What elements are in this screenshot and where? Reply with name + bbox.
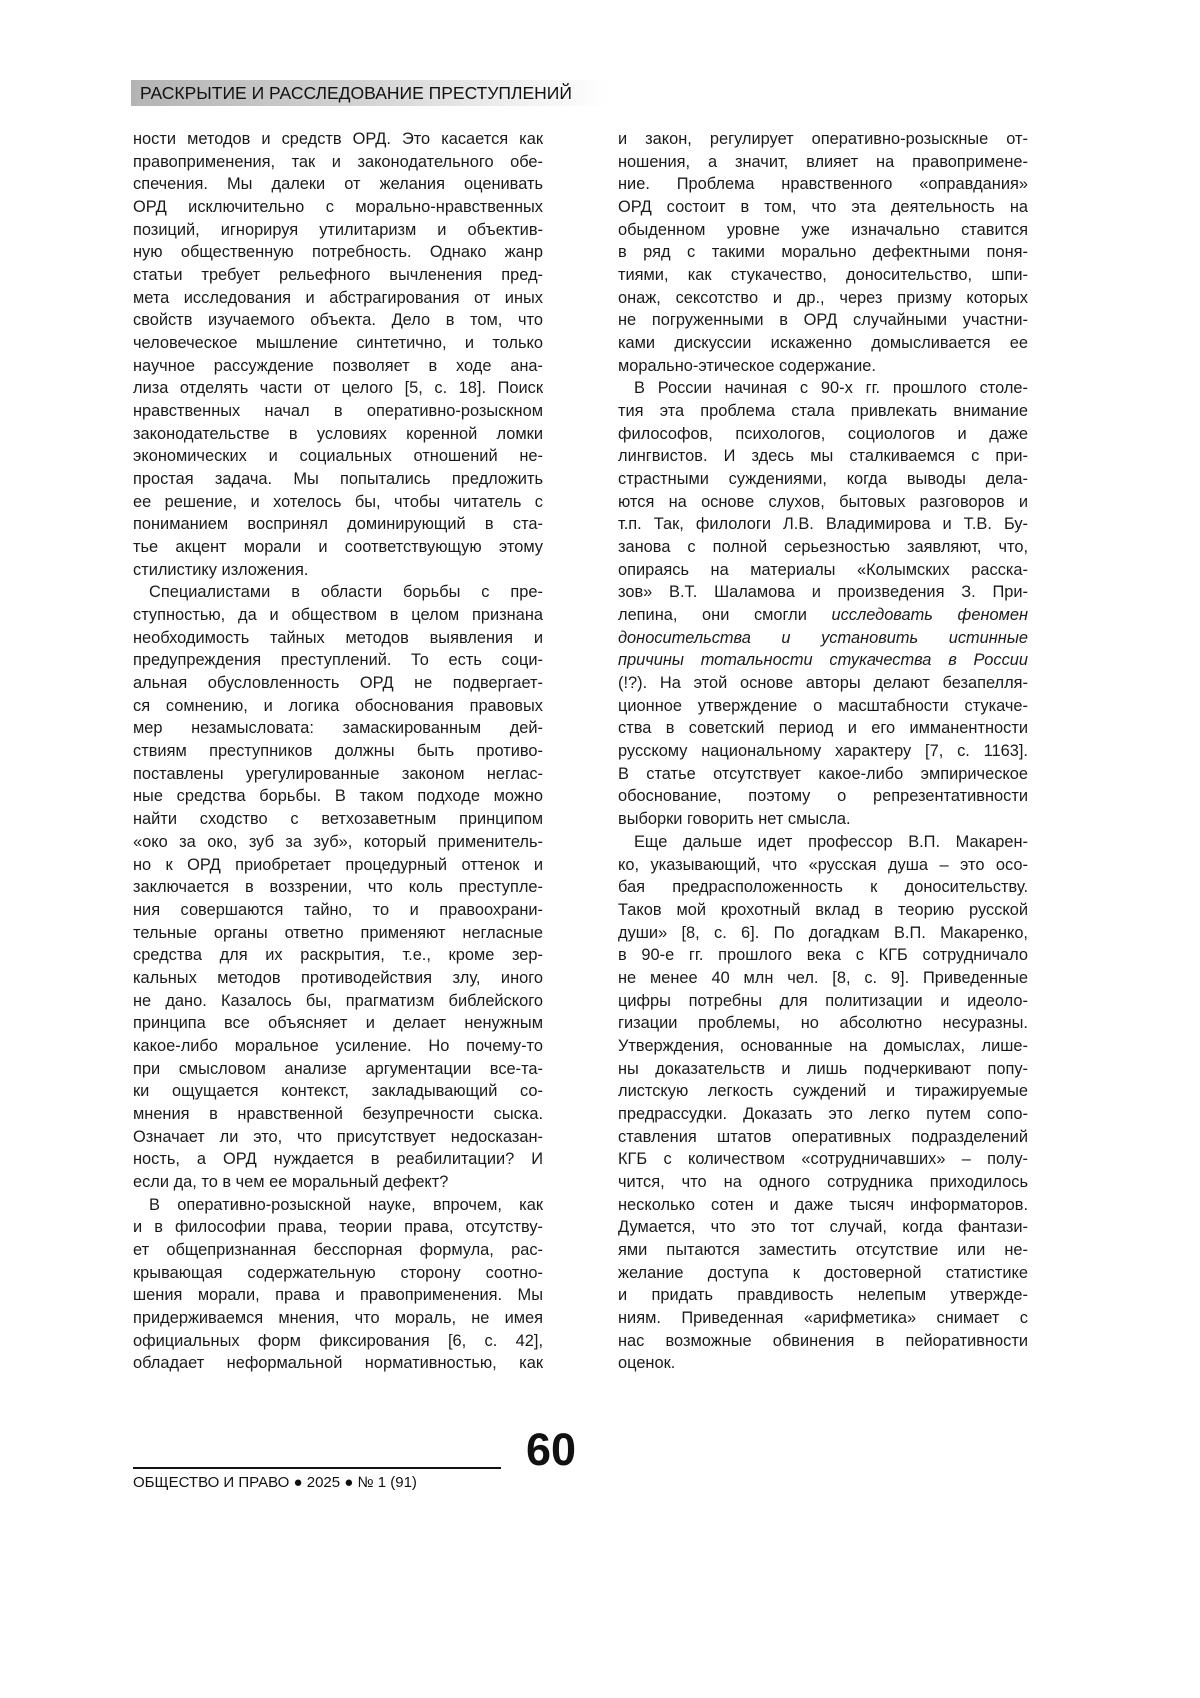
footer-divider [133,1467,501,1469]
text-line [133,513,543,536]
line-text: опираясь на материалы «Колымских расска- [618,561,1028,579]
line-text: В оперативно-розыскной науке, впрочем, как [149,1196,543,1214]
line-text: тье акцент морали и соответствующую этому [133,538,543,556]
text-line [618,717,1028,740]
text-line [618,944,1028,967]
text-line [133,831,543,854]
line-text: тия эта проблема стала привлекать внимание [618,402,1028,420]
line-text: ства в советский период и его имманентности [618,719,1028,737]
italic-text: исследовать феномен [831,606,1028,624]
text-line [618,785,1028,808]
text-line [133,967,543,990]
line-text: статьи требует рельефного вычленения пред- [133,266,543,284]
line-text: листскую легкость суждений и тиражируемые [618,1082,1028,1100]
text-line [618,922,1028,945]
text-line [133,672,543,695]
line-text: свойств изучаемого объекта. Дело в том, что [133,311,543,329]
line-text: официальных форм фиксирования [6, с. 42], [133,1332,543,1350]
text-line [618,468,1028,491]
line-text: необходимость тайных методов выявления и [133,629,543,647]
text-line [133,173,543,196]
text-line [133,1171,543,1194]
page-number: 60 [526,1424,576,1476]
text-line [618,1352,1028,1375]
line-text: ные средства борьбы. В таком подходе можно [133,787,543,805]
text-line [618,377,1028,400]
line-text: тиями, как стукачество, доносительство, шпи- [618,266,1028,284]
line-text: альная обусловленность ОРД не подвергает- [133,674,543,692]
line-text: спечения. Мы далеки от желания оценивать [133,175,543,193]
line-text: не погруженными в ОРД случайными участни- [618,311,1028,329]
text-line [133,332,543,355]
text-line [133,445,543,468]
line-text: чится, что на одного сотрудника приходилось [618,1173,1028,1191]
text-line [133,1080,543,1103]
text-line [618,1216,1028,1239]
line-text: поставлены урегулированные законом неглас- [133,765,543,783]
text-line [618,151,1028,174]
text-line [618,332,1028,355]
text-line [618,219,1028,242]
line-text: выборки говорить нет смысла. [618,810,851,828]
text-line [133,1284,543,1307]
line-text: пониманием воспринял доминирующий в ста- [133,515,543,533]
line-text: мета исследования и абстрагирования от иных [133,289,543,307]
text-line [618,649,1028,672]
text-line [133,695,543,718]
line-text: лепина, они смогли [618,606,831,624]
line-text: В статье отсутствует какое-либо эмпирическое [618,765,1028,783]
text-line [133,1262,543,1285]
text-line [618,672,1028,695]
text-line [618,536,1028,559]
text-line [618,990,1028,1013]
text-line [133,264,543,287]
line-text: в ряд с такими морально дефектными поня- [618,243,1028,261]
line-text: В России начиная с 90-х гг. прошлого столе- [634,379,1028,397]
line-text: ОРД состоит в том, что эта деятельность на [618,198,1028,216]
line-text: научное рассуждение позволяет в ходе ана- [133,357,543,375]
text-line [618,241,1028,264]
line-text: ставления штатов оперативных подразделений [618,1128,1028,1146]
text-line [133,1035,543,1058]
line-text: Означает ли это, что присутствует недосказан- [133,1128,543,1146]
text-line [133,649,543,672]
line-text: экономических и социальных отношений не- [133,447,543,465]
line-text: лиза отделять части от целого [5, с. 18]. Поиск [133,379,543,397]
text-line [133,990,543,1013]
line-text: ки ощущается контекст, закладывающий со- [133,1082,543,1100]
journal-footer: ОБЩЕСТВО И ПРАВО ● 2025 ● № 1 (91) [133,1474,417,1491]
line-text: но к ОРД приобретает процедурный оттенок и [133,856,543,874]
line-text: крывающая содержательную сторону соотно- [133,1264,543,1282]
line-text: ниям. Приведенная «арифметика» снимает с [618,1309,1028,1327]
text-line [618,173,1028,196]
text-line [618,1330,1028,1353]
text-line [133,944,543,967]
line-text: ками дискуссии искаженно домысливается ее [618,334,1028,352]
line-text: законодательстве в условиях коренной ломки [133,425,543,443]
text-line [133,196,543,219]
line-text: ную общественную потребность. Однако жанр [133,243,543,261]
line-text: правоприменения, так и законодательного обе- [133,153,543,171]
text-line [618,1126,1028,1149]
line-text: нравственных начал в оперативно-розыскном [133,402,543,420]
text-line [618,808,1028,831]
text-line [618,1012,1028,1035]
line-text: какое-либо моральное усиление. Но почему-то [133,1037,543,1055]
line-text: кальных методов противодействия злу, иного [133,969,543,987]
text-line [618,1307,1028,1330]
text-line [618,1262,1028,1285]
text-line [618,763,1028,786]
text-line [618,831,1028,854]
line-text: лингвистов. И здесь мы сталкиваемся с при- [618,447,1028,465]
text-line [618,695,1028,718]
line-text: шения морали, права и правоприменения. Мы [133,1286,543,1304]
text-line [618,513,1028,536]
text-line [133,627,543,650]
line-text: Утверждения, основанные на домыслах, лише- [618,1037,1028,1055]
text-line [133,604,543,627]
line-text: человеческое мышление синтетично, и только [133,334,543,352]
text-line [618,1239,1028,1262]
text-line [618,1194,1028,1217]
line-text: мнения в нравственной безупречности сыска. [133,1105,543,1123]
text-line [618,740,1028,763]
text-line [133,1012,543,1035]
line-text: и закон, регулирует оперативно-розыскные от- [618,130,1028,148]
line-text: зов» В.Т. Шаламова и произведения З. При- [618,583,1028,601]
text-line [618,1080,1028,1103]
line-text: морально-этическое содержание. [618,357,876,375]
text-line [133,740,543,763]
line-text: нас возможные обвинения в пейоративности [618,1332,1028,1350]
text-line [618,854,1028,877]
text-line [618,559,1028,582]
line-text: позиций, игнорируя утилитаризм и объектив- [133,221,543,239]
italic-text: доносительства и установить истинные [618,629,1028,647]
text-line [133,785,543,808]
text-line [618,1035,1028,1058]
line-text: ния совершаются тайно, то и правоохрани- [133,901,543,919]
text-line [618,264,1028,287]
line-text: ционное утверждение о масштабности стукаче- [618,697,1028,715]
line-text: простая задача. Мы попытались предложить [133,470,543,488]
text-line [618,967,1028,990]
line-text: обладает неформальной нормативностью, как [133,1354,543,1372]
line-text: не менее 40 млн чел. [8, с. 9]. Приведенные [618,969,1028,987]
line-text: придерживаемся мнения, что мораль, не имея [133,1309,543,1327]
text-line [133,808,543,831]
line-text: ность, а ОРД нуждается в реабилитации? И [133,1150,543,1168]
text-line [133,128,543,151]
text-line [133,536,543,559]
text-line [133,559,543,582]
text-line [618,128,1028,151]
text-line [133,355,543,378]
line-text: ОРД исключительно с морально-нравственных [133,198,543,216]
line-text: ет общепризнанная бесспорная формула, рас- [133,1241,543,1259]
line-text: Таков мой крохотный вклад в теорию русской [618,901,1028,919]
italic-text: причины тотальности стукачества в России [618,651,1028,669]
line-text: ствиям преступников должны быть противо- [133,742,543,760]
text-line [133,1239,543,1262]
text-line [618,1284,1028,1307]
text-line [618,287,1028,310]
text-line [133,241,543,264]
line-text: оценок. [618,1354,675,1372]
line-text: принципа все объясняет и делает ненужным [133,1014,543,1032]
text-line [133,491,543,514]
text-line [618,1058,1028,1081]
line-text: желание доступа к достоверной статистике [618,1264,1028,1282]
line-text: стилистику изложения. [133,561,308,579]
text-line [133,1352,543,1375]
text-line [133,1103,543,1126]
line-text: обыденном уровне уже изначально ставится [618,221,1028,239]
line-text: тельные органы ответно применяют негласные [133,924,543,942]
text-line [618,423,1028,446]
line-text: онаж, сексотство и др., через призму которых [618,289,1028,307]
text-line [133,400,543,423]
line-text: «око за око, зуб за зуб», который применитель- [133,833,543,851]
line-text: если да, то в чем ее моральный дефект? [133,1173,448,1191]
text-line [133,581,543,604]
line-text: КГБ с количеством «сотрудничавших» – полу- [618,1150,1028,1168]
line-text: Специалистами в области борьбы с пре- [149,583,543,601]
text-line [618,876,1028,899]
left-column [133,128,543,1375]
text-line [133,717,543,740]
line-text: гизации проблемы, но абсолютно несуразны. [618,1014,1028,1032]
line-text: ны доказательств и лишь подчеркивают попу- [618,1060,1028,1078]
text-line [618,1171,1028,1194]
text-line [133,854,543,877]
text-line [133,1058,543,1081]
line-text: средства для их раскрытия, т.е., кроме зер- [133,946,543,964]
line-text: ями пытаются заместить отсутствие или не- [618,1241,1028,1259]
line-text: т.п. Так, филологи Л.В. Владимирова и Т.В. Бу- [618,515,1028,533]
text-line [618,627,1028,650]
text-line [133,1194,543,1217]
line-text: при смысловом анализе аргументации все-та- [133,1060,543,1078]
line-text: в 90-е гг. прошлого века с КГБ сотрудничало [618,946,1028,964]
text-line [133,423,543,446]
text-line [133,377,543,400]
text-line [133,287,543,310]
text-line [618,400,1028,423]
text-line [133,468,543,491]
line-text: души» [8, с. 6]. По догадкам В.П. Макаренко, [618,924,1028,942]
text-line [618,1103,1028,1126]
text-line [133,1330,543,1353]
line-text: бая предрасположенность к доносительству. [618,878,1028,896]
text-line [133,1307,543,1330]
line-text: ее решение, и хотелось бы, чтобы читатель с [133,493,543,511]
line-text: найти сходство с ветхозаветным принципом [133,810,543,828]
line-text: ношения, а значит, влияет на правопримене- [618,153,1028,171]
line-text: русскому национальному характеру [7, с. 1163]. [618,742,1028,760]
right-column [618,128,1028,1375]
text-line [618,581,1028,604]
line-text: занова с полной серьезностью заявляют, что, [618,538,1028,556]
line-text: обоснование, поэтому о репрезентативности [618,787,1028,805]
line-text: не дано. Казалось бы, прагматизм библейского [133,992,543,1010]
text-line [618,604,1028,627]
line-text: ности методов и средств ОРД. Это касается как [133,130,543,148]
text-line [133,1126,543,1149]
line-text: страстными суждениями, когда выводы дела- [618,470,1028,488]
text-line [133,1148,543,1171]
text-line [618,445,1028,468]
section-title: РАСКРЫТИЕ И РАССЛЕДОВАНИЕ ПРЕСТУПЛЕНИЙ [140,83,572,104]
line-text: предупреждения преступлений. То есть соци- [133,651,543,669]
line-text: предрассудки. Доказать это легко путем сопо- [618,1105,1028,1123]
text-line [133,899,543,922]
line-text: Еще дальше идет профессор В.П. Макарен- [634,833,1028,851]
text-line [618,491,1028,514]
line-text: цифры потребны для политизации и идеоло- [618,992,1028,1010]
text-line [618,899,1028,922]
line-text: философов, психологов, социологов и даже [618,425,1028,443]
text-line [133,1216,543,1239]
text-line [618,355,1028,378]
text-line [618,1148,1028,1171]
text-line [618,196,1028,219]
line-text: ся сомнению, и логика обоснования правовых [133,697,543,715]
text-line [133,309,543,332]
line-text: ются на основе слухов, бытовых разговоров и [618,493,1028,511]
line-text: несколько сотен и даже тысяч информаторов. [618,1196,1028,1214]
text-line [133,763,543,786]
line-text: и придать правдивость нелепым утвержде- [618,1286,1028,1304]
text-line [133,922,543,945]
line-text: (!?). На этой основе авторы делают безапелля- [618,674,1028,692]
line-text: и в философии права, теории права, отсутству- [133,1218,543,1236]
text-line [133,219,543,242]
line-text: Думается, что это тот случай, когда фантази- [618,1218,1028,1236]
line-text: ко, указывающий, что «русская душа – это осо- [618,856,1028,874]
text-line [618,309,1028,332]
line-text: ступностью, да и обществом в целом признана [133,606,543,624]
line-text: мер незамысловата: замаскированным дей- [133,719,543,737]
text-line [133,876,543,899]
line-text: ние. Проблема нравственного «оправдания» [618,175,1028,193]
line-text: заключается в воззрении, что коль преступле- [133,878,543,896]
text-line [133,151,543,174]
